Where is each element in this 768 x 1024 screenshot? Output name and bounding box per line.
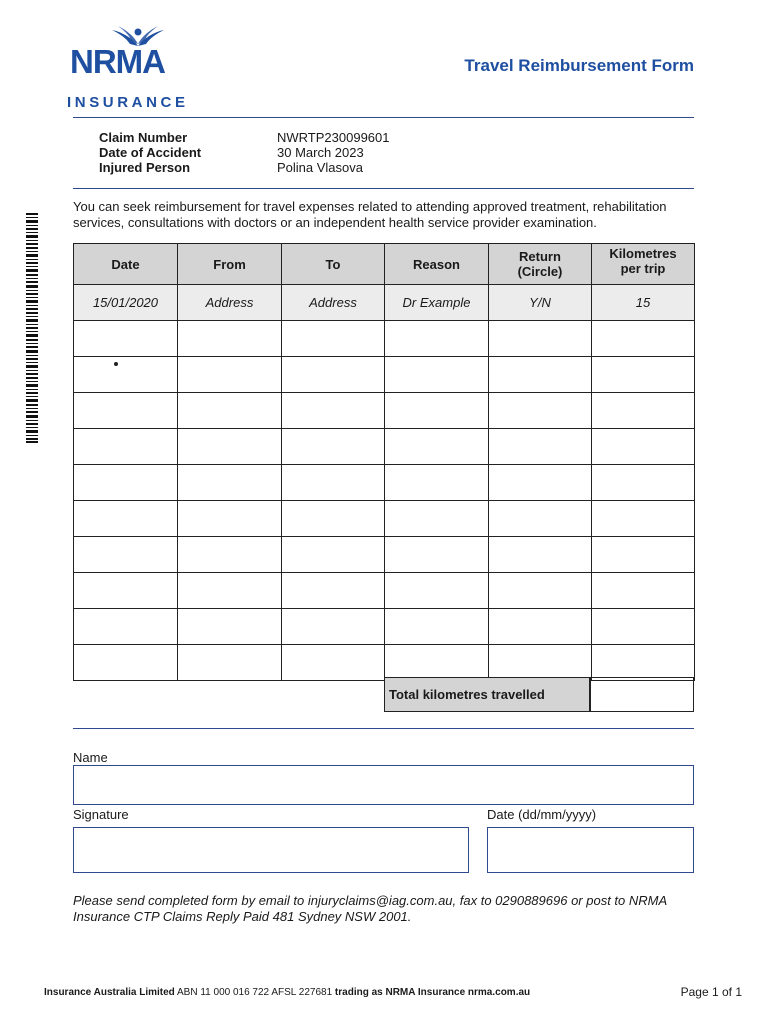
date-field[interactable] (487, 827, 694, 873)
intro-text: You can seek reimbursement for travel expenses related to attending approved treatment, rehabilitation services, consultations with doctors or an independent health service provider examination. (73, 199, 667, 230)
table-header-row (74, 244, 695, 285)
cell-reason[interactable] (385, 645, 489, 681)
cell-kilometres[interactable] (592, 573, 695, 609)
example-from: Address (178, 285, 282, 321)
cell-reason[interactable] (385, 501, 489, 537)
name-label: Name (73, 750, 108, 765)
cell-from[interactable] (178, 537, 282, 573)
cell-date[interactable] (74, 645, 178, 681)
table-row (74, 501, 695, 537)
cell-from[interactable] (178, 609, 282, 645)
claim-number-value: NWRTP230099601 (277, 130, 390, 145)
footer-company: Insurance Australia Limited (44, 987, 175, 998)
date-of-accident-label: Date of Accident (99, 145, 202, 160)
signature-field[interactable] (73, 827, 469, 873)
header-divider (73, 117, 694, 118)
header-return (489, 244, 592, 285)
cell-return[interactable] (489, 357, 592, 393)
cell-to[interactable] (282, 609, 385, 645)
cell-date[interactable] (74, 501, 178, 537)
insurance-logo-text: INSURANCE (67, 94, 189, 111)
table-divider (73, 728, 694, 729)
example-date: 15/01/2020 (74, 285, 178, 321)
footer-abn: ABN 11 000 016 722 AFSL 227681 (174, 987, 335, 998)
cell-return[interactable] (489, 537, 592, 573)
cell-from[interactable] (178, 465, 282, 501)
example-row (74, 285, 695, 321)
cell-date[interactable] (74, 429, 178, 465)
meta-divider (73, 188, 694, 189)
table-row (74, 429, 695, 465)
injured-person-value: Polina Vlasova (277, 160, 363, 175)
cell-from[interactable] (178, 321, 282, 357)
cell-to[interactable] (282, 393, 385, 429)
header-km-line1: Kilometres (609, 246, 677, 261)
cell-from[interactable] (178, 645, 282, 681)
table-row (74, 573, 695, 609)
barcode-icon (26, 213, 38, 443)
cell-date[interactable] (74, 321, 178, 357)
injured-person-label: Injured Person (99, 160, 191, 175)
table-row (74, 465, 695, 501)
cell-to[interactable] (282, 645, 385, 681)
cell-to[interactable] (282, 537, 385, 573)
page-number: Page 1 of 1 (680, 985, 742, 999)
header-km-line2: per trip (620, 261, 666, 276)
cell-return[interactable] (489, 645, 592, 681)
trips-table (73, 243, 695, 681)
cell-kilometres[interactable] (592, 645, 695, 681)
header-reason: Reason (385, 244, 489, 285)
cell-kilometres[interactable] (592, 501, 695, 537)
cell-reason[interactable] (385, 429, 489, 465)
example-return: Y/N (489, 285, 592, 321)
cell-from[interactable] (178, 393, 282, 429)
cell-to[interactable] (282, 573, 385, 609)
example-kilometres: 15 (592, 285, 695, 321)
table-row (74, 609, 695, 645)
nrma-logo-text: NRMA (70, 43, 165, 80)
stray-dot-mark (114, 362, 118, 366)
date-of-accident-value: 30 March 2023 (277, 145, 364, 160)
cell-to[interactable] (282, 465, 385, 501)
cell-kilometres[interactable] (592, 537, 695, 573)
cell-from[interactable] (178, 357, 282, 393)
cell-kilometres[interactable] (592, 609, 695, 645)
cell-reason[interactable] (385, 321, 489, 357)
cell-to[interactable] (282, 429, 385, 465)
cell-reason[interactable] (385, 393, 489, 429)
cell-kilometres[interactable] (592, 465, 695, 501)
cell-to[interactable] (282, 501, 385, 537)
cell-return[interactable] (489, 465, 592, 501)
cell-from[interactable] (178, 501, 282, 537)
total-kilometres-field[interactable] (590, 677, 694, 712)
cell-date[interactable] (74, 537, 178, 573)
cell-reason[interactable] (385, 537, 489, 573)
cell-kilometres[interactable] (592, 429, 695, 465)
cell-from[interactable] (178, 573, 282, 609)
cell-return[interactable] (489, 573, 592, 609)
cell-reason[interactable] (385, 573, 489, 609)
cell-return[interactable] (489, 321, 592, 357)
cell-date[interactable] (74, 393, 178, 429)
form-title: Travel Reimbursement Form (464, 56, 694, 75)
table-row (74, 393, 695, 429)
name-field[interactable] (73, 765, 694, 805)
example-reason: Dr Example (385, 285, 489, 321)
cell-return[interactable] (489, 609, 592, 645)
header-kilometres (592, 244, 695, 285)
header-return-line1: Return (519, 249, 561, 264)
signature-label: Signature (73, 807, 129, 822)
cell-date[interactable] (74, 465, 178, 501)
footer-text (44, 987, 530, 999)
header-to: To (282, 244, 385, 285)
cell-kilometres[interactable] (592, 393, 695, 429)
header-date: Date (74, 244, 178, 285)
cell-reason[interactable] (385, 609, 489, 645)
claim-number-label: Claim Number (99, 130, 188, 145)
table-row (74, 537, 695, 573)
header-return-line2: (Circle) (517, 264, 563, 279)
cell-to[interactable] (282, 321, 385, 357)
cell-date[interactable] (74, 609, 178, 645)
submission-instructions: Please send completed form by email to injuryclaims@iag.com.au, fax to 0290889696 or post to NRMA Insurance CTP Claims Reply Paid 481 Sydney NSW 2001. (73, 893, 667, 924)
cell-return[interactable] (489, 393, 592, 429)
cell-return[interactable] (489, 501, 592, 537)
table-row (74, 645, 695, 681)
cell-from[interactable] (178, 429, 282, 465)
cell-kilometres[interactable] (592, 321, 695, 357)
example-to: Address (282, 285, 385, 321)
header-from: From (178, 244, 282, 285)
cell-date[interactable] (74, 357, 178, 393)
date-label: Date (dd/mm/yyyy) (487, 807, 597, 822)
cell-reason[interactable] (385, 465, 489, 501)
cell-to[interactable] (282, 357, 385, 393)
table-row (74, 357, 695, 393)
footer-trading: trading as NRMA Insurance nrma.com.au (334, 987, 531, 998)
cell-date[interactable] (74, 573, 178, 609)
table-row (74, 321, 695, 357)
total-kilometres-label: Total kilometres travelled (384, 677, 590, 712)
cell-kilometres[interactable] (592, 357, 695, 393)
cell-reason[interactable] (385, 357, 489, 393)
cell-return[interactable] (489, 429, 592, 465)
